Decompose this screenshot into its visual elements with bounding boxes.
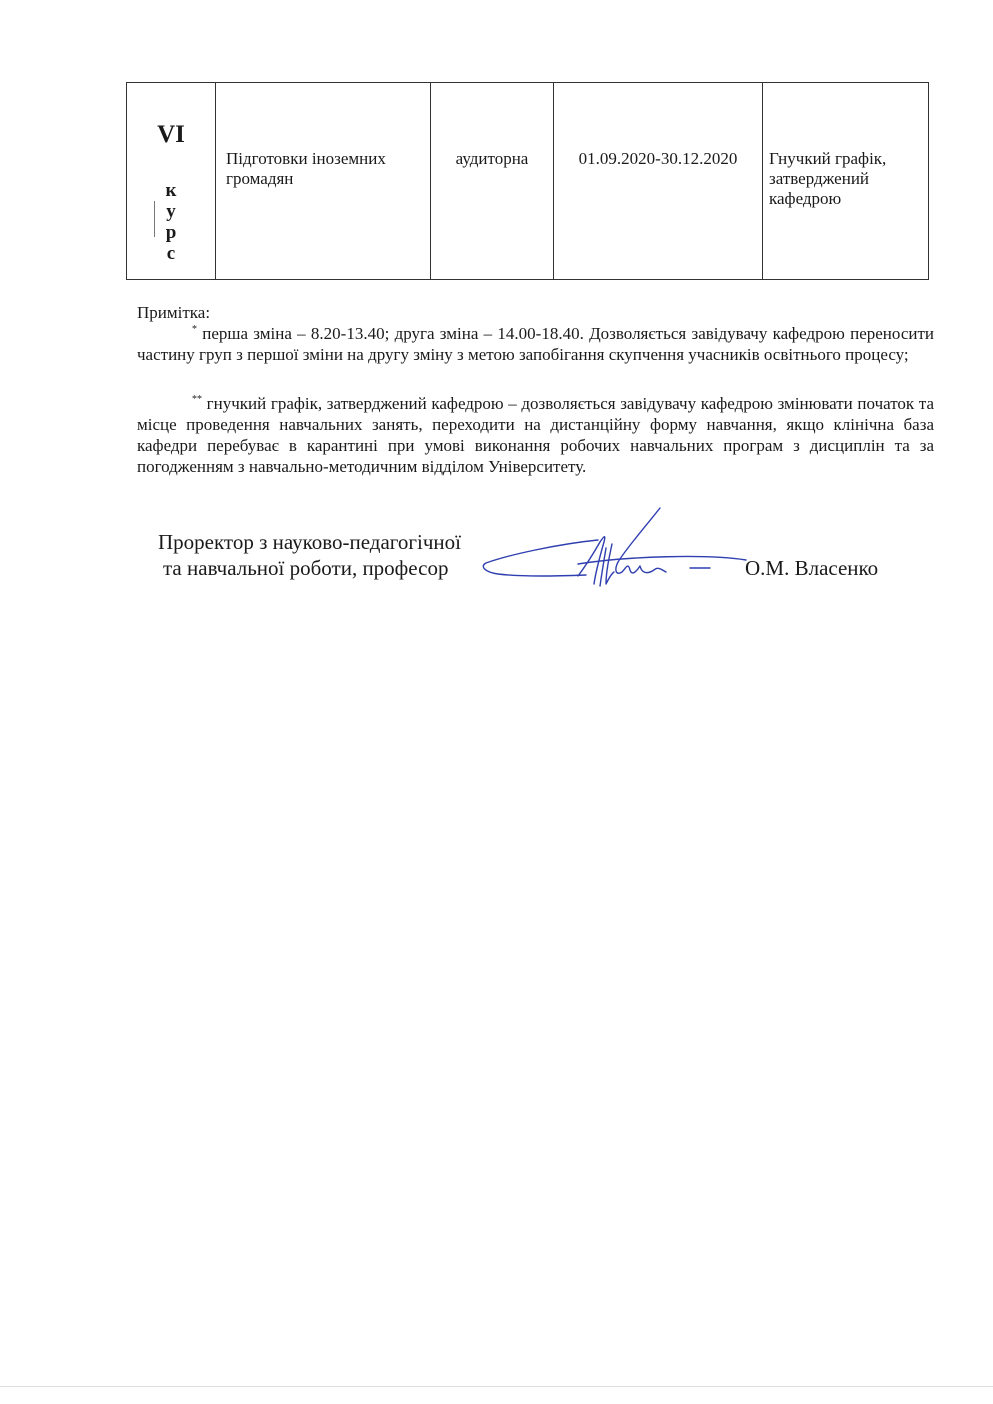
footnote-mark: *	[192, 324, 197, 335]
form-cell	[431, 83, 554, 280]
note-second	[137, 393, 934, 477]
course-cell	[127, 83, 216, 280]
schedule-text: Гнучкий графік, затверджений кафедрою	[769, 149, 887, 208]
schedule-table	[126, 82, 929, 280]
signer-name: О.М. Власенко	[745, 556, 879, 580]
schedule-cell	[763, 83, 929, 280]
notes-title: Примітка:	[137, 303, 211, 322]
contingent-cell	[216, 83, 431, 280]
footnote-mark: **	[192, 394, 202, 405]
signer-position-line1: Проректор з науково-педагогічної	[158, 530, 461, 554]
table-row	[127, 83, 929, 280]
form-text: аудиторна	[455, 149, 529, 168]
course-letter: р	[165, 222, 177, 243]
contingent-text: Підготовки іноземних громадян	[226, 149, 386, 188]
scan-edge-line	[0, 1386, 993, 1387]
note-second-text: гнучкий графік, затверджений кафедрою – дозволяється завідувачу кафедрою змінювати початок та місце проведення навчальних занять, переходити на дистанційну форму навчання, якщо клінічна база кафедри перебуває в карантині при умові виконання робочих навчальних програм з дисциплін та за погодженням з навчально-методичним відділом Університету.	[137, 394, 934, 476]
course-letter: к	[165, 180, 177, 201]
course-word-vertical	[127, 180, 215, 264]
course-letter: у	[166, 201, 176, 222]
dates-cell	[554, 83, 763, 280]
course-numeral: VI	[157, 121, 185, 148]
signer-position-line2: та навчальної роботи, професор	[163, 556, 449, 580]
signature-strokes	[483, 508, 746, 586]
dates-text: 01.09.2020-30.12.2020	[578, 149, 738, 168]
course-letter: с	[166, 243, 176, 264]
note-first-text: перша зміна – 8.20-13.40; друга зміна – 14.00-18.40. Дозволяється завідувачу кафедрою переносити частину груп з першої зміни на другу зміну з метою запобігання скупчення учасників освітнього процесу;	[137, 324, 934, 364]
note-first	[137, 323, 934, 365]
handwritten-signature	[478, 500, 748, 592]
